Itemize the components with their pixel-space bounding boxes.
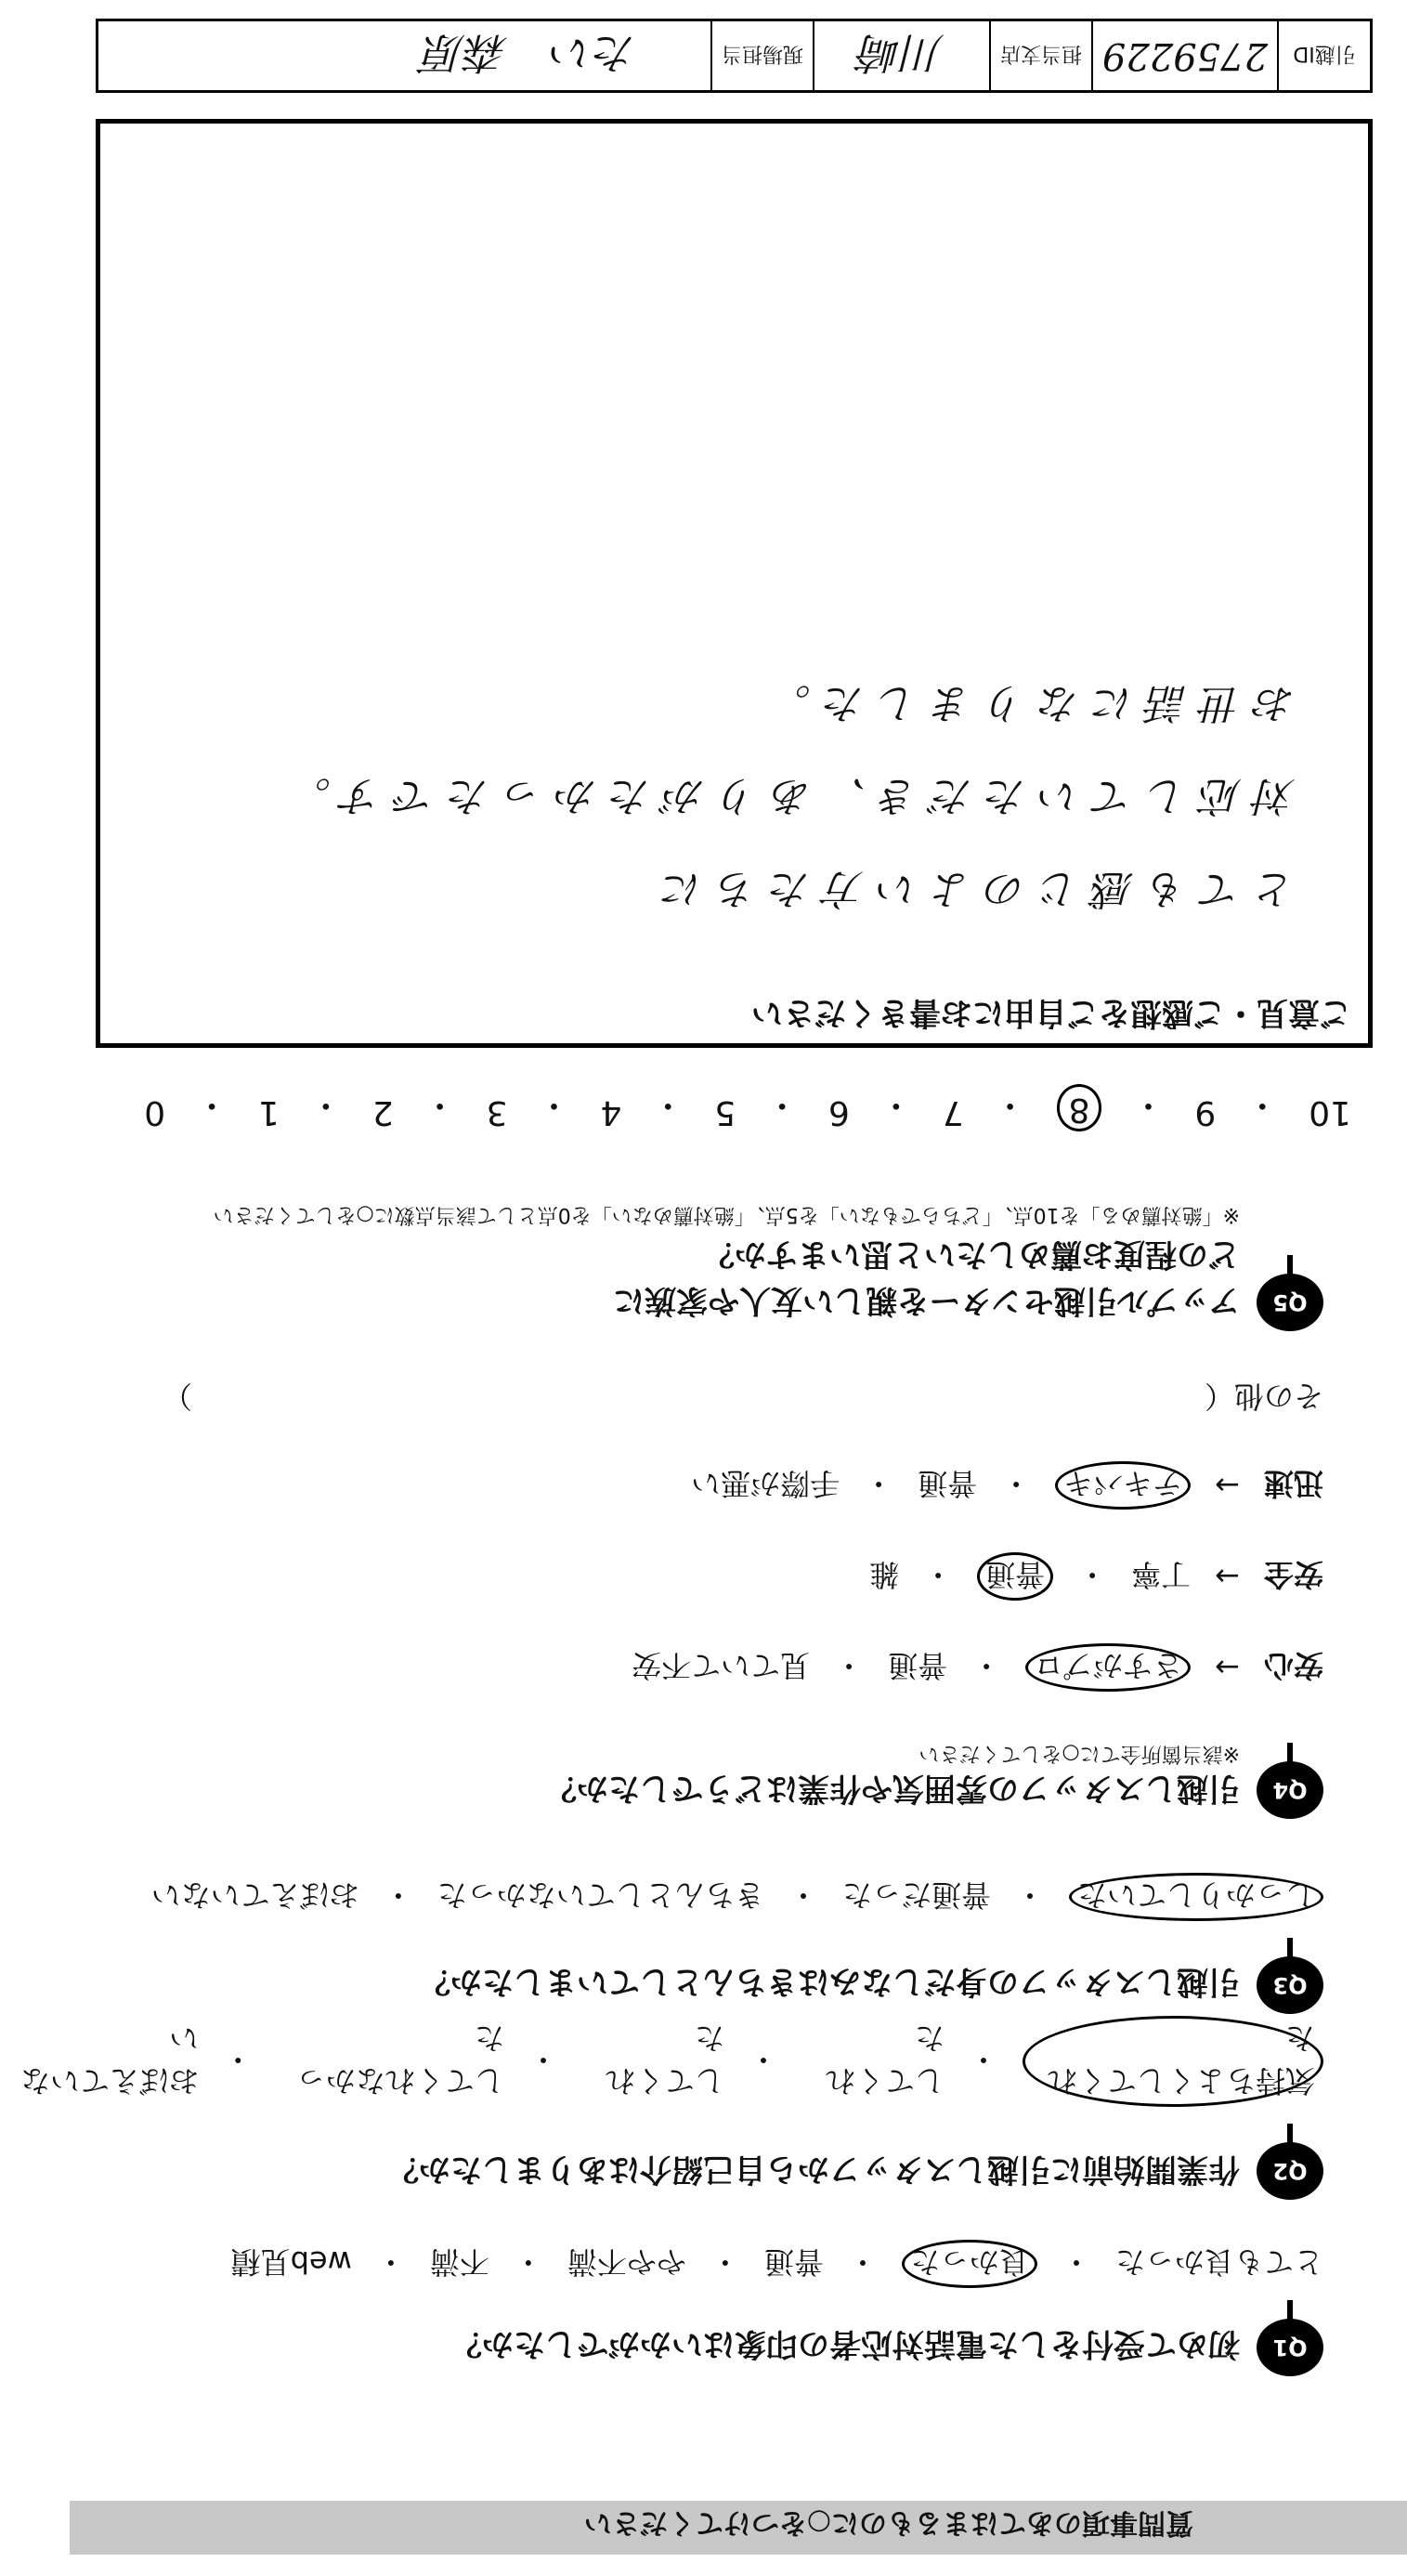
- scale-7[interactable]: 7: [942, 1093, 964, 1131]
- scale-0[interactable]: 0: [144, 1093, 166, 1131]
- q4-relief-opt-2[interactable]: 普通: [888, 1648, 948, 1683]
- q2-opt-1-selected[interactable]: 気持ちよくしてくれた: [1023, 2016, 1323, 2107]
- q1-badge-stem: [1287, 2300, 1293, 2321]
- header-table: [96, 19, 1373, 93]
- q5-title-1: アップル引越センターを親しい友人や家族に: [613, 1282, 1240, 1319]
- q5-title-2: どの程度お薦めしたいと思いますか？: [703, 1236, 1240, 1273]
- scale-4[interactable]: 4: [600, 1093, 622, 1131]
- q5-scale: 10 ・ 9 ・ 8 ・ 7 ・ 6 ・ 5 ・ 4 ・ 3 ・ 2 ・ 1 ・ 0: [144, 1086, 1351, 1131]
- q2-opt-4[interactable]: してくれなかった: [295, 2020, 504, 2099]
- q1-opt-4[interactable]: やや不満: [567, 2244, 686, 2280]
- q4-safety-opt-1[interactable]: 丁寧: [1131, 1557, 1192, 1592]
- scale-6[interactable]: 6: [828, 1093, 850, 1131]
- comment-line-3: お世話になりました。: [757, 679, 1296, 726]
- q3-opt-2[interactable]: 普通だった: [841, 1877, 991, 1913]
- q5-badge: Q5: [1257, 1274, 1323, 1331]
- q1-badge: Q1: [1257, 2319, 1323, 2376]
- q2-opt-2[interactable]: してくれた: [826, 2020, 945, 2099]
- q3-badge: Q3: [1257, 1956, 1323, 2014]
- instruction-text: 質問事項のあてはまるものに○をつけてください: [583, 2506, 1193, 2539]
- q4-speed-opt-2[interactable]: 普通: [918, 1466, 978, 1501]
- scale-5[interactable]: 5: [714, 1093, 736, 1131]
- q4-badge-stem: [1287, 1743, 1293, 1763]
- comment-line-2: 対応していただき、ありがたかったです。: [277, 772, 1296, 819]
- q4-speed-label: 迅速: [1263, 1466, 1323, 1501]
- q4-row-safety: 安全 → 丁寧 ・ 普通 ・ 雑: [869, 1552, 1323, 1601]
- q2-title: 作業開始前に引越しスタッフから自己紹介はありましたか？: [387, 2151, 1240, 2188]
- q4-safety-label: 安全: [1263, 1557, 1323, 1592]
- branch-label: 担当支店: [989, 21, 1091, 90]
- q4-relief-opt-1-selected[interactable]: さすがプロ: [1025, 1643, 1191, 1692]
- q1-opt-2-selected[interactable]: 良かった: [902, 2240, 1037, 2288]
- arrow-icon: →: [1215, 1559, 1240, 1594]
- comment-line-1: とても感じのよい方たちに: [649, 865, 1296, 912]
- q4-relief-label: 安心: [1263, 1648, 1323, 1683]
- staff-label: 現場担当: [710, 21, 813, 90]
- q5-note: ※「絶対薦める」を10点、「どちらでもない」を5点、「絶対薦めない」を0点として該当点数に○をしてください: [213, 1203, 1240, 1226]
- q4-safety-opt-3[interactable]: 雑: [869, 1557, 900, 1592]
- q4-row-speed: 迅速 → テキパキ ・ 普通 ・ 手際が悪い: [691, 1461, 1323, 1510]
- q4-row-relief: 安心 → さすがプロ ・ 普通 ・ 見ていて不安: [632, 1643, 1323, 1692]
- staff-value: たい 森原: [423, 28, 636, 78]
- q1-opt-6[interactable]: web見積: [230, 2244, 352, 2280]
- q4-note: ※該当箇所全てに○をしてください: [918, 1742, 1240, 1765]
- q2-opt-5[interactable]: おぼえていない: [20, 2020, 200, 2099]
- q1-opt-1[interactable]: とても良かった: [1114, 2244, 1323, 2280]
- scale-9[interactable]: 9: [1194, 1093, 1217, 1131]
- q3-badge-stem: [1287, 1938, 1293, 1958]
- q1-title: 初めて受付をした電話対応者の印象はいかがでしたか？: [450, 2325, 1240, 2362]
- q4-other-close: ）: [163, 1379, 193, 1414]
- q2-options: 気持ちよくしてくれた ・ してくれた ・ してくれた ・ してくれなかった ・ おぼえていない: [0, 2016, 1323, 2107]
- q3-opt-1-selected[interactable]: しっかりしていた: [1069, 1873, 1323, 1921]
- scale-1[interactable]: 1: [258, 1093, 280, 1131]
- id-value: 2759229: [1091, 21, 1277, 90]
- q1-options: とても良かった ・ 良かった ・ 普通 ・ やや不満 ・ 不満 ・ web見積: [231, 2240, 1323, 2288]
- q1-opt-5[interactable]: 不満: [429, 2244, 489, 2280]
- scale-3[interactable]: 3: [486, 1093, 508, 1131]
- q4-other-row: [163, 1377, 1323, 1419]
- q4-badge: Q4: [1257, 1761, 1323, 1819]
- scale-10[interactable]: 10: [1309, 1093, 1351, 1131]
- q3-opt-4[interactable]: おぼえていない: [150, 1877, 359, 1913]
- q4-safety-opt-2-selected[interactable]: 普通: [977, 1552, 1053, 1601]
- q2-badge: Q2: [1257, 2142, 1323, 2200]
- id-label: 引越ID: [1277, 21, 1370, 90]
- scale-2[interactable]: 2: [371, 1093, 394, 1131]
- branch-value: 川崎: [813, 21, 989, 90]
- arrow-icon: →: [1215, 1650, 1240, 1685]
- q4-speed-opt-3[interactable]: 手際が悪い: [691, 1466, 840, 1501]
- q5-badge-stem: [1287, 1255, 1293, 1275]
- q3-options: しっかりしていた ・ 普通だった ・ きちんとしていなかった ・ おぼえていない: [151, 1873, 1323, 1921]
- arrow-icon: →: [1215, 1468, 1240, 1503]
- q2-badge-stem: [1287, 2124, 1293, 2144]
- scale-8-selected[interactable]: 8: [1057, 1084, 1102, 1131]
- q4-title: 引越しスタッフの雰囲気や作業はどうでしたか？: [545, 1770, 1240, 1807]
- q3-title: 引越しスタッフの身だしなみはきちんとしていましたか？: [419, 1963, 1240, 2000]
- q2-opt-3[interactable]: してくれた: [605, 2020, 724, 2099]
- q3-opt-3[interactable]: きちんとしていなかった: [436, 1877, 764, 1913]
- comment-title: ご意見・ご感想をご自由にお書きください: [751, 994, 1351, 1031]
- q4-relief-opt-3[interactable]: 見ていて不安: [632, 1648, 811, 1683]
- q1-opt-3[interactable]: 普通: [763, 2244, 824, 2280]
- q4-speed-opt-1-selected[interactable]: テキパキ: [1055, 1461, 1191, 1510]
- q4-other-label: その他（: [1204, 1379, 1323, 1414]
